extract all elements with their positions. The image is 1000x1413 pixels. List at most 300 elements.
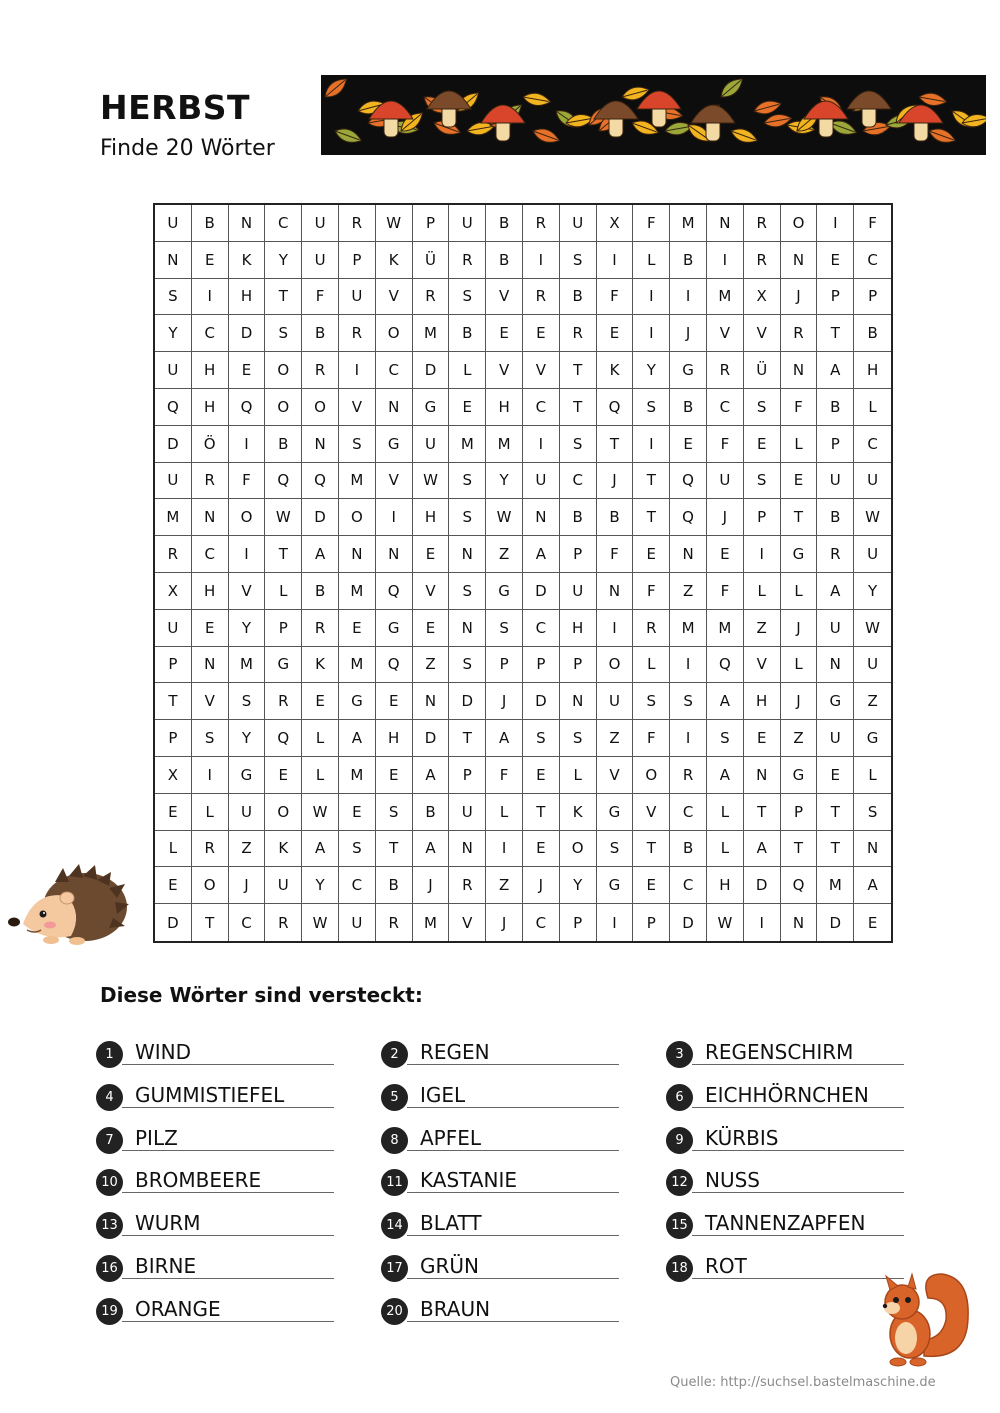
grid-cell[interactable]: E: [523, 315, 560, 352]
grid-cell[interactable]: N: [744, 757, 781, 794]
grid-cell[interactable]: F: [854, 205, 891, 242]
grid-cell[interactable]: D: [523, 683, 560, 720]
grid-cell[interactable]: B: [597, 499, 634, 536]
grid-cell[interactable]: U: [560, 573, 597, 610]
grid-cell[interactable]: A: [413, 757, 450, 794]
grid-cell[interactable]: E: [376, 757, 413, 794]
grid-cell[interactable]: F: [597, 279, 634, 316]
grid-cell[interactable]: H: [486, 389, 523, 426]
grid-cell[interactable]: A: [817, 573, 854, 610]
grid-cell[interactable]: E: [597, 315, 634, 352]
grid-cell[interactable]: G: [486, 573, 523, 610]
grid-cell[interactable]: S: [854, 794, 891, 831]
grid-cell[interactable]: J: [523, 867, 560, 904]
grid-cell[interactable]: F: [707, 573, 744, 610]
grid-cell[interactable]: O: [376, 315, 413, 352]
grid-cell[interactable]: S: [560, 426, 597, 463]
grid-cell[interactable]: C: [854, 242, 891, 279]
grid-cell[interactable]: L: [192, 794, 229, 831]
grid-cell[interactable]: N: [192, 647, 229, 684]
grid-cell[interactable]: A: [523, 536, 560, 573]
grid-cell[interactable]: P: [339, 242, 376, 279]
grid-cell[interactable]: E: [707, 536, 744, 573]
grid-cell[interactable]: U: [339, 279, 376, 316]
grid-cell[interactable]: P: [560, 647, 597, 684]
grid-cell[interactable]: E: [781, 463, 818, 500]
grid-cell[interactable]: L: [854, 757, 891, 794]
grid-cell[interactable]: S: [670, 683, 707, 720]
grid-cell[interactable]: R: [560, 315, 597, 352]
grid-cell[interactable]: O: [302, 389, 339, 426]
grid-cell[interactable]: U: [302, 242, 339, 279]
grid-cell[interactable]: O: [560, 831, 597, 868]
grid-cell[interactable]: U: [449, 794, 486, 831]
grid-cell[interactable]: S: [744, 463, 781, 500]
grid-cell[interactable]: A: [413, 831, 450, 868]
grid-cell[interactable]: P: [155, 647, 192, 684]
grid-cell[interactable]: W: [265, 499, 302, 536]
grid-cell[interactable]: E: [633, 867, 670, 904]
grid-cell[interactable]: T: [633, 463, 670, 500]
grid-cell[interactable]: Q: [670, 499, 707, 536]
grid-cell[interactable]: K: [560, 794, 597, 831]
grid-cell[interactable]: U: [817, 463, 854, 500]
grid-cell[interactable]: I: [707, 242, 744, 279]
grid-cell[interactable]: N: [155, 242, 192, 279]
grid-cell[interactable]: V: [486, 352, 523, 389]
grid-cell[interactable]: B: [302, 573, 339, 610]
grid-cell[interactable]: C: [265, 205, 302, 242]
grid-cell[interactable]: P: [817, 426, 854, 463]
grid-cell[interactable]: N: [339, 536, 376, 573]
grid-cell[interactable]: P: [560, 536, 597, 573]
grid-cell[interactable]: Y: [265, 242, 302, 279]
grid-cell[interactable]: E: [817, 242, 854, 279]
grid-cell[interactable]: W: [376, 205, 413, 242]
grid-cell[interactable]: Y: [486, 463, 523, 500]
grid-cell[interactable]: U: [817, 610, 854, 647]
grid-cell[interactable]: V: [744, 315, 781, 352]
grid-cell[interactable]: R: [265, 683, 302, 720]
grid-cell[interactable]: I: [670, 720, 707, 757]
grid-cell[interactable]: I: [229, 426, 266, 463]
grid-cell[interactable]: P: [633, 904, 670, 941]
grid-cell[interactable]: R: [670, 757, 707, 794]
grid-cell[interactable]: G: [413, 389, 450, 426]
grid-cell[interactable]: A: [486, 720, 523, 757]
grid-cell[interactable]: U: [339, 904, 376, 941]
grid-cell[interactable]: P: [449, 757, 486, 794]
grid-cell[interactable]: D: [229, 315, 266, 352]
grid-cell[interactable]: U: [817, 720, 854, 757]
grid-cell[interactable]: E: [523, 757, 560, 794]
grid-cell[interactable]: V: [339, 389, 376, 426]
grid-cell[interactable]: J: [707, 499, 744, 536]
grid-cell[interactable]: C: [523, 389, 560, 426]
grid-cell[interactable]: L: [449, 352, 486, 389]
grid-cell[interactable]: F: [486, 757, 523, 794]
grid-cell[interactable]: L: [744, 573, 781, 610]
grid-cell[interactable]: J: [229, 867, 266, 904]
grid-cell[interactable]: G: [376, 426, 413, 463]
grid-cell[interactable]: R: [449, 867, 486, 904]
grid-cell[interactable]: H: [413, 499, 450, 536]
grid-cell[interactable]: F: [633, 720, 670, 757]
grid-cell[interactable]: C: [229, 904, 266, 941]
grid-cell[interactable]: N: [449, 536, 486, 573]
grid-cell[interactable]: S: [449, 463, 486, 500]
grid-cell[interactable]: E: [670, 426, 707, 463]
grid-cell[interactable]: C: [670, 867, 707, 904]
grid-cell[interactable]: I: [670, 279, 707, 316]
grid-cell[interactable]: E: [867, 913, 878, 932]
grid-cell[interactable]: D: [155, 904, 192, 941]
grid-cell[interactable]: H: [854, 352, 891, 389]
grid-cell[interactable]: Ü: [744, 352, 781, 389]
grid-cell[interactable]: I: [744, 536, 781, 573]
grid-cell[interactable]: C: [339, 867, 376, 904]
grid-cell[interactable]: Y: [229, 720, 266, 757]
grid-cell[interactable]: T: [560, 352, 597, 389]
grid-cell[interactable]: R: [744, 242, 781, 279]
grid-cell[interactable]: B: [449, 315, 486, 352]
grid-cell[interactable]: R: [523, 205, 560, 242]
grid-cell[interactable]: D: [670, 904, 707, 941]
grid-cell[interactable]: D: [817, 904, 854, 941]
grid-cell[interactable]: E: [192, 242, 229, 279]
grid-cell[interactable]: J: [413, 867, 450, 904]
grid-cell[interactable]: E: [155, 867, 192, 904]
grid-cell[interactable]: S: [229, 683, 266, 720]
grid-cell[interactable]: B: [670, 389, 707, 426]
grid-cell[interactable]: I: [192, 279, 229, 316]
grid-cell[interactable]: J: [781, 683, 818, 720]
grid-cell[interactable]: N: [376, 536, 413, 573]
grid-cell[interactable]: V: [707, 315, 744, 352]
grid-cell[interactable]: O: [265, 794, 302, 831]
grid-cell[interactable]: L: [854, 389, 891, 426]
grid-cell[interactable]: U: [302, 205, 339, 242]
grid-cell[interactable]: U: [155, 610, 192, 647]
grid-cell[interactable]: C: [707, 389, 744, 426]
grid-cell[interactable]: T: [523, 794, 560, 831]
grid-cell[interactable]: L: [155, 831, 192, 868]
grid-cell[interactable]: G: [597, 794, 634, 831]
grid-cell[interactable]: S: [560, 720, 597, 757]
grid-cell[interactable]: E: [413, 536, 450, 573]
grid-cell[interactable]: X: [744, 279, 781, 316]
grid-cell[interactable]: M: [670, 205, 707, 242]
grid-cell[interactable]: M: [339, 463, 376, 500]
grid-cell[interactable]: I: [744, 904, 781, 941]
grid-cell[interactable]: E: [449, 389, 486, 426]
grid-cell[interactable]: L: [781, 647, 818, 684]
grid-cell[interactable]: S: [265, 315, 302, 352]
grid-cell[interactable]: T: [817, 794, 854, 831]
grid-cell[interactable]: E: [229, 352, 266, 389]
grid-cell[interactable]: D: [302, 499, 339, 536]
grid-cell[interactable]: I: [486, 831, 523, 868]
grid-cell[interactable]: V: [376, 279, 413, 316]
grid-cell[interactable]: F: [597, 536, 634, 573]
grid-cell[interactable]: U: [229, 794, 266, 831]
grid-cell[interactable]: E: [744, 426, 781, 463]
grid-cell[interactable]: N: [523, 499, 560, 536]
grid-cell[interactable]: F: [302, 279, 339, 316]
grid-cell[interactable]: N: [854, 831, 891, 868]
grid-cell[interactable]: N: [707, 205, 744, 242]
grid-cell[interactable]: K: [597, 352, 634, 389]
grid-cell[interactable]: B: [413, 794, 450, 831]
grid-cell[interactable]: V: [413, 573, 450, 610]
grid-cell[interactable]: B: [817, 389, 854, 426]
grid-cell[interactable]: I: [597, 904, 634, 941]
grid-cell[interactable]: A: [339, 720, 376, 757]
grid-cell[interactable]: Q: [155, 389, 192, 426]
grid-cell[interactable]: Q: [376, 573, 413, 610]
grid-cell[interactable]: E: [376, 683, 413, 720]
grid-cell[interactable]: G: [781, 757, 818, 794]
grid-cell[interactable]: U: [597, 683, 634, 720]
grid-cell[interactable]: B: [670, 831, 707, 868]
grid-cell[interactable]: E: [339, 794, 376, 831]
grid-cell[interactable]: X: [597, 205, 634, 242]
grid-cell[interactable]: S: [633, 389, 670, 426]
grid-cell[interactable]: S: [523, 720, 560, 757]
grid-cell[interactable]: Y: [633, 352, 670, 389]
grid-cell[interactable]: R: [339, 315, 376, 352]
grid-cell[interactable]: E: [413, 610, 450, 647]
grid-cell[interactable]: B: [817, 499, 854, 536]
grid-cell[interactable]: Y: [560, 867, 597, 904]
grid-cell[interactable]: L: [486, 794, 523, 831]
grid-cell[interactable]: U: [449, 205, 486, 242]
grid-cell[interactable]: F: [633, 205, 670, 242]
grid-cell[interactable]: Q: [670, 463, 707, 500]
grid-cell[interactable]: R: [302, 352, 339, 389]
grid-cell[interactable]: M: [707, 279, 744, 316]
grid-cell[interactable]: D: [155, 426, 192, 463]
grid-cell[interactable]: M: [486, 426, 523, 463]
grid-cell[interactable]: O: [192, 867, 229, 904]
grid-cell[interactable]: N: [781, 904, 818, 941]
grid-cell[interactable]: C: [192, 536, 229, 573]
grid-cell[interactable]: I: [670, 647, 707, 684]
grid-cell[interactable]: I: [523, 426, 560, 463]
grid-cell[interactable]: R: [633, 610, 670, 647]
grid-cell[interactable]: V: [597, 757, 634, 794]
grid-cell[interactable]: H: [744, 683, 781, 720]
grid-cell[interactable]: I: [597, 610, 634, 647]
grid-cell[interactable]: R: [339, 205, 376, 242]
grid-cell[interactable]: V: [229, 573, 266, 610]
grid-cell[interactable]: D: [413, 352, 450, 389]
grid-cell[interactable]: T: [560, 389, 597, 426]
grid-cell[interactable]: S: [192, 720, 229, 757]
grid-cell[interactable]: R: [302, 610, 339, 647]
grid-cell[interactable]: V: [744, 647, 781, 684]
grid-cell[interactable]: L: [302, 757, 339, 794]
grid-cell[interactable]: P: [817, 279, 854, 316]
grid-cell[interactable]: Y: [302, 867, 339, 904]
grid-cell[interactable]: Z: [597, 720, 634, 757]
grid-cell[interactable]: V: [376, 463, 413, 500]
grid-cell[interactable]: H: [707, 867, 744, 904]
grid-cell[interactable]: S: [486, 610, 523, 647]
grid-cell[interactable]: I: [633, 426, 670, 463]
grid-cell[interactable]: N: [302, 426, 339, 463]
grid-cell[interactable]: T: [744, 794, 781, 831]
grid-cell[interactable]: T: [817, 831, 854, 868]
grid-cell[interactable]: T: [781, 831, 818, 868]
grid-cell[interactable]: J: [781, 279, 818, 316]
grid-cell[interactable]: L: [633, 647, 670, 684]
grid-cell[interactable]: L: [781, 426, 818, 463]
grid-cell[interactable]: V: [449, 904, 486, 941]
grid-cell[interactable]: J: [781, 610, 818, 647]
grid-cell[interactable]: V: [633, 794, 670, 831]
grid-cell[interactable]: C: [523, 610, 560, 647]
grid-cell[interactable]: B: [302, 315, 339, 352]
grid-cell[interactable]: A: [707, 757, 744, 794]
grid-cell[interactable]: G: [817, 683, 854, 720]
grid-cell[interactable]: I: [523, 242, 560, 279]
grid-cell[interactable]: E: [744, 720, 781, 757]
grid-cell[interactable]: P: [781, 794, 818, 831]
grid-cell[interactable]: C: [560, 463, 597, 500]
grid-cell[interactable]: O: [633, 757, 670, 794]
grid-cell[interactable]: S: [339, 831, 376, 868]
grid-cell[interactable]: L: [633, 242, 670, 279]
grid-cell[interactable]: Z: [229, 831, 266, 868]
grid-cell[interactable]: E: [155, 794, 192, 831]
grid-cell[interactable]: P: [486, 647, 523, 684]
grid-cell[interactable]: B: [560, 279, 597, 316]
grid-cell[interactable]: P: [413, 205, 450, 242]
grid-cell[interactable]: A: [707, 683, 744, 720]
grid-cell[interactable]: E: [302, 683, 339, 720]
grid-cell[interactable]: W: [413, 463, 450, 500]
grid-cell[interactable]: M: [339, 647, 376, 684]
grid-cell[interactable]: B: [486, 205, 523, 242]
grid-cell[interactable]: L: [265, 573, 302, 610]
grid-cell[interactable]: U: [413, 426, 450, 463]
grid-cell[interactable]: H: [192, 389, 229, 426]
grid-cell[interactable]: M: [339, 573, 376, 610]
grid-cell[interactable]: R: [817, 536, 854, 573]
grid-cell[interactable]: W: [486, 499, 523, 536]
grid-cell[interactable]: F: [229, 463, 266, 500]
grid-cell[interactable]: Z: [781, 720, 818, 757]
grid-cell[interactable]: U: [523, 463, 560, 500]
grid-cell[interactable]: B: [265, 426, 302, 463]
grid-cell[interactable]: L: [560, 757, 597, 794]
grid-cell[interactable]: A: [302, 536, 339, 573]
grid-cell[interactable]: Ö: [192, 426, 229, 463]
grid-cell[interactable]: S: [155, 279, 192, 316]
grid-cell[interactable]: P: [744, 499, 781, 536]
grid-cell[interactable]: A: [854, 867, 891, 904]
grid-cell[interactable]: W: [854, 610, 891, 647]
grid-cell[interactable]: N: [449, 831, 486, 868]
grid-cell[interactable]: L: [781, 573, 818, 610]
grid-cell[interactable]: I: [633, 315, 670, 352]
grid-cell[interactable]: S: [449, 279, 486, 316]
grid-cell[interactable]: J: [597, 463, 634, 500]
grid-cell[interactable]: C: [670, 794, 707, 831]
grid-cell[interactable]: O: [597, 647, 634, 684]
grid-cell[interactable]: E: [633, 536, 670, 573]
grid-cell[interactable]: X: [155, 573, 192, 610]
grid-cell[interactable]: H: [560, 610, 597, 647]
grid-cell[interactable]: C: [854, 426, 891, 463]
grid-cell[interactable]: H: [376, 720, 413, 757]
grid-cell[interactable]: O: [229, 499, 266, 536]
grid-cell[interactable]: S: [376, 794, 413, 831]
grid-cell[interactable]: M: [707, 610, 744, 647]
grid-cell[interactable]: G: [670, 352, 707, 389]
grid-cell[interactable]: T: [449, 720, 486, 757]
grid-cell[interactable]: N: [781, 242, 818, 279]
grid-cell[interactable]: H: [229, 279, 266, 316]
grid-cell[interactable]: W: [707, 904, 744, 941]
grid-cell[interactable]: B: [376, 867, 413, 904]
grid-cell[interactable]: J: [486, 904, 523, 941]
grid-cell[interactable]: L: [707, 794, 744, 831]
grid-cell[interactable]: T: [155, 683, 192, 720]
grid-cell[interactable]: K: [376, 242, 413, 279]
grid-cell[interactable]: G: [229, 757, 266, 794]
grid-cell[interactable]: R: [744, 205, 781, 242]
grid-cell[interactable]: N: [376, 389, 413, 426]
grid-cell[interactable]: M: [449, 426, 486, 463]
grid-cell[interactable]: N: [817, 647, 854, 684]
grid-cell[interactable]: I: [339, 352, 376, 389]
grid-cell[interactable]: R: [376, 904, 413, 941]
grid-cell[interactable]: U: [155, 463, 192, 500]
grid-cell[interactable]: O: [265, 389, 302, 426]
grid-cell[interactable]: K: [229, 242, 266, 279]
grid-cell[interactable]: G: [339, 683, 376, 720]
grid-cell[interactable]: Y: [854, 573, 891, 610]
grid-cell[interactable]: P: [854, 279, 891, 316]
grid-cell[interactable]: V: [192, 683, 229, 720]
grid-cell[interactable]: P: [560, 904, 597, 941]
grid-cell[interactable]: S: [707, 720, 744, 757]
grid-cell[interactable]: R: [192, 831, 229, 868]
grid-cell[interactable]: D: [449, 683, 486, 720]
grid-cell[interactable]: M: [339, 757, 376, 794]
grid-cell[interactable]: Z: [486, 536, 523, 573]
grid-cell[interactable]: M: [817, 867, 854, 904]
grid-cell[interactable]: A: [817, 352, 854, 389]
grid-cell[interactable]: L: [302, 720, 339, 757]
grid-cell[interactable]: K: [265, 831, 302, 868]
grid-cell[interactable]: T: [817, 315, 854, 352]
grid-cell[interactable]: N: [413, 683, 450, 720]
grid-cell[interactable]: W: [302, 904, 339, 941]
grid-cell[interactable]: T: [376, 831, 413, 868]
grid-cell[interactable]: S: [339, 426, 376, 463]
grid-cell[interactable]: R: [265, 904, 302, 941]
grid-cell[interactable]: F: [707, 426, 744, 463]
grid-cell[interactable]: N: [560, 683, 597, 720]
grid-cell[interactable]: S: [744, 389, 781, 426]
grid-cell[interactable]: D: [523, 573, 560, 610]
grid-cell[interactable]: Ü: [413, 242, 450, 279]
grid-cell[interactable]: C: [192, 315, 229, 352]
grid-cell[interactable]: M: [670, 610, 707, 647]
